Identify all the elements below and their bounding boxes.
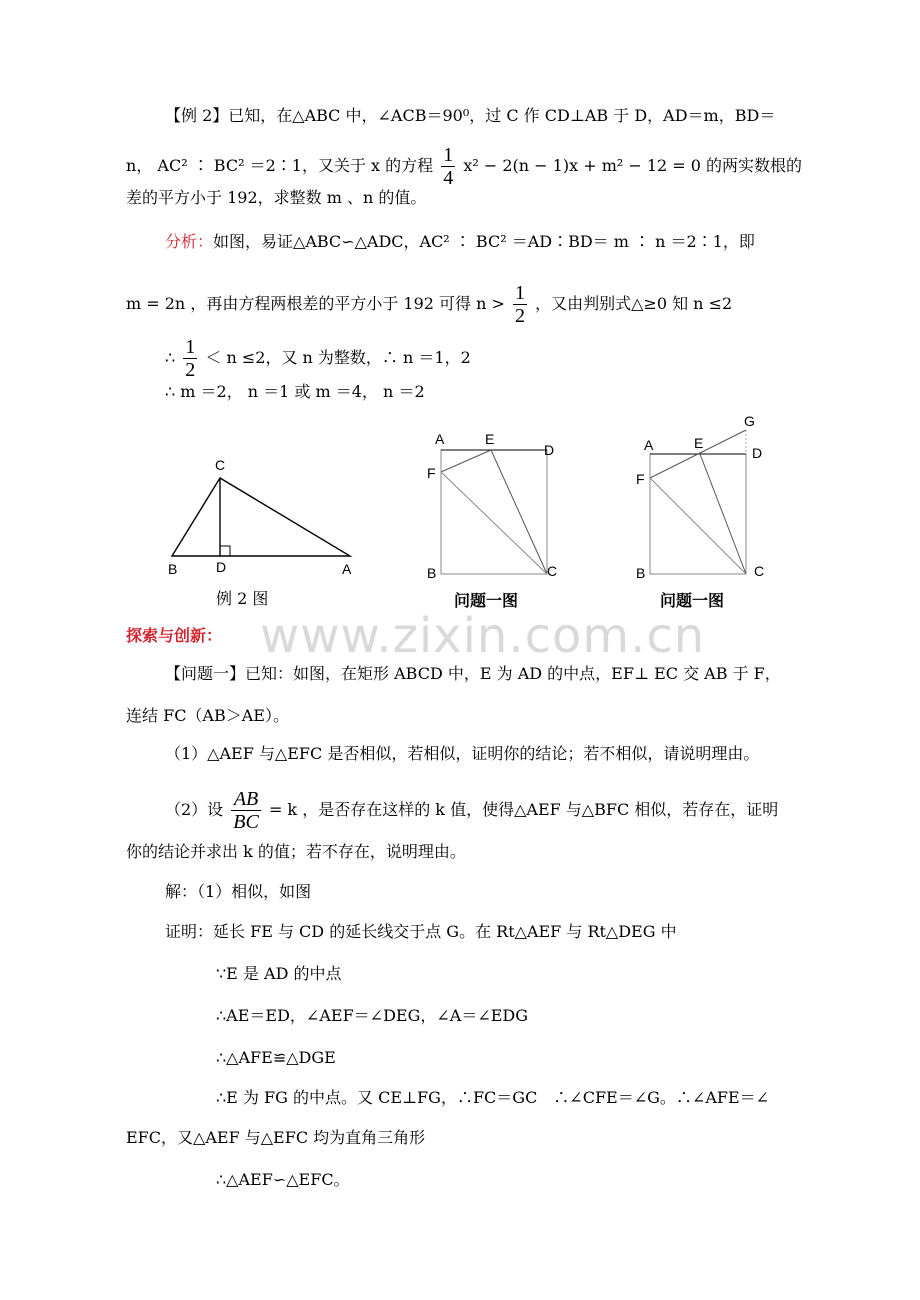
fraction-denominator: 4: [443, 167, 454, 189]
question1-line1: 【问题一】已知：如图，在矩形 ABCD 中，E 为 AD 的中点，EF⊥ EC 交 AB 于 F，: [165, 664, 781, 683]
label-d: D: [216, 559, 227, 575]
analysis-line2: [126, 282, 732, 327]
example2-line2a: n，: [126, 156, 153, 175]
segment-ef: [441, 450, 491, 472]
analysis-line1-text: 如图，易证△ABC∽△ADC，AC² ∶ BC² ＝AD∶BD＝ m ∶ n ＝2∶1，即: [213, 232, 755, 251]
fraction-half-2: [183, 336, 197, 381]
segment-fc: [441, 472, 547, 574]
analysis-line1: [165, 230, 755, 254]
label-e: E: [694, 435, 704, 451]
label-a: A: [342, 561, 352, 577]
label-e: E: [485, 431, 495, 447]
question1-part2-line2: 你的结论并求出 k 的值；若不存在，说明理由。: [126, 842, 466, 861]
label-c: C: [754, 563, 765, 579]
fraction-numerator: 1: [515, 282, 526, 304]
label-f: F: [427, 465, 436, 481]
figure-rectangle-2: [632, 410, 782, 588]
fraction-denominator: 2: [185, 359, 196, 381]
analysis-line3a: ∴: [165, 348, 176, 367]
fraction-quarter: [441, 144, 455, 189]
analysis-line2a: m = 2n ，再由方程两根差的平方小于 192 可得 n >: [126, 294, 505, 313]
watermark: www.zixin.com.cn: [260, 608, 706, 664]
figure1-caption: 例 2 图: [216, 589, 269, 608]
figure2-caption: 问题一图: [454, 591, 519, 610]
solution-line5: ∴△AFE≌△DGE: [216, 1048, 336, 1067]
fraction-denominator: 2: [515, 305, 526, 327]
fraction-denominator: BC: [233, 811, 259, 833]
solution-line3: ∵E 是 AD 的中点: [216, 964, 342, 983]
figure-rectangle-1: [425, 428, 565, 588]
example2-line1: 【例 2】已知，在△ABC 中，∠ACB＝90⁰，过 C 作 CD⊥AB 于 D，AD＝m，BD＝: [165, 106, 776, 125]
fraction-half: [513, 282, 527, 327]
analysis-label: 分析：: [165, 232, 214, 251]
rectangle-abcd: [650, 454, 746, 574]
segment-ec: [700, 454, 746, 574]
segment-fc: [650, 478, 746, 574]
question1-line2: 连结 FC（AB＞AE）。: [126, 706, 289, 725]
fraction-ab-bc: [231, 788, 261, 833]
figure-triangle-abc: [160, 452, 370, 582]
segment-ec: [491, 450, 547, 574]
solution-line2: 证明：延长 FE 与 CD 的延长线交于点 G。在 Rt△AEF 与 Rt△DEG 中: [165, 922, 677, 941]
example2-line2c: x² − 2(n − 1)x + m² − 12 = 0 的两实数根的: [463, 156, 803, 175]
fraction-numerator: AB: [231, 788, 261, 811]
label-c: C: [547, 563, 558, 579]
rectangle-abcd: [441, 450, 547, 574]
solution-line1: 解：（1）相似，如图: [165, 882, 312, 901]
label-d: D: [752, 445, 763, 461]
example2-line2: [126, 144, 802, 189]
example2-line3: 差的平方小于 192，求整数 m 、n 的值。: [126, 188, 427, 207]
question1-part2b: = k ，是否存在这样的 k 值，使得△AEF 与△BFC 相似，若存在，证明: [268, 800, 779, 819]
explore-heading: 探索与创新：: [126, 626, 223, 645]
example2-line2b: AC² ∶ BC² ＝2∶1，又关于 x 的方程: [157, 156, 434, 175]
analysis-line3: [165, 336, 471, 381]
label-d: D: [544, 442, 555, 458]
label-a: A: [435, 431, 445, 447]
right-angle-mark: [220, 546, 230, 556]
question1-part2: [165, 788, 778, 833]
question1-part2a: （2）设: [165, 800, 224, 819]
solution-line7: EFC，又△AEF 与△EFC 均为直角三角形: [126, 1128, 426, 1147]
analysis-line2b: ，又由判别式△≥0 知 n ≤2: [535, 294, 733, 313]
label-b: B: [168, 561, 178, 577]
label-g: G: [744, 413, 755, 429]
label-f: F: [636, 471, 645, 487]
label-b: B: [636, 565, 646, 581]
solution-line4: ∴AE＝ED，∠AEF＝∠DEG，∠A＝∠EDG: [216, 1006, 529, 1025]
label-a: A: [644, 437, 654, 453]
solution-line6: ∴E 为 FG 的中点。又 CE⊥FG，∴FC＝GC ∴∠CFE＝∠G。∴∠AFE＝∠: [216, 1088, 770, 1107]
question1-part1: （1）△AEF 与△EFC 是否相似，若相似，证明你的结论；若不相似，请说明理由。: [165, 744, 760, 763]
figure3-caption: 问题一图: [660, 591, 725, 610]
fraction-numerator: 1: [185, 336, 196, 358]
triangle-abc: [172, 478, 350, 556]
fraction-numerator: 1: [443, 144, 454, 166]
solution-line8: ∴△AEF∽△EFC。: [216, 1170, 350, 1189]
label-c: C: [215, 457, 226, 473]
analysis-line4: ∴ m ＝2， n ＝1 或 m ＝4， n ＝2: [165, 382, 425, 401]
analysis-line3b: ＜ n ≤2，又 n 为整数，∴ n ＝1，2: [205, 348, 471, 367]
label-b: B: [427, 565, 437, 581]
